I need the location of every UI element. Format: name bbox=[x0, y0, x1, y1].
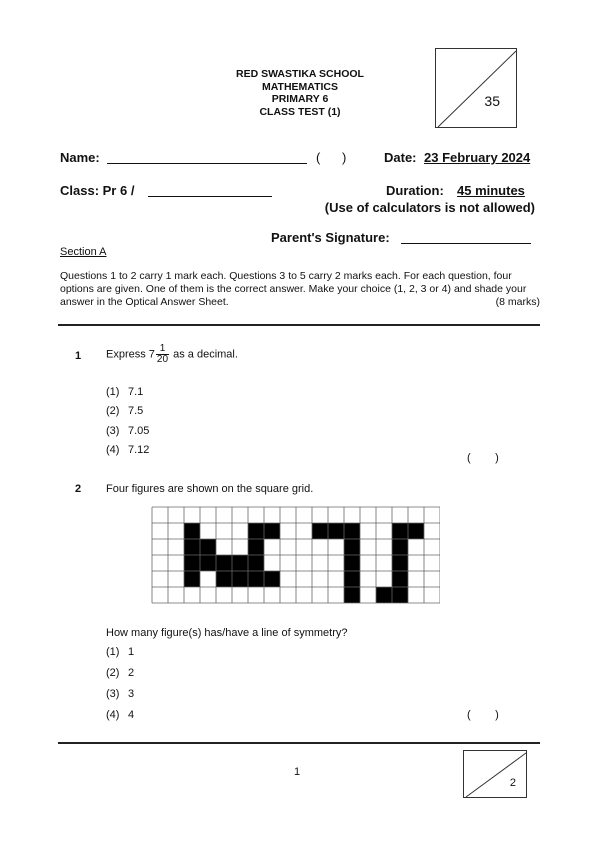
page-score-box bbox=[463, 750, 527, 798]
name-row bbox=[60, 150, 540, 168]
grid-filled-cell bbox=[248, 555, 264, 571]
option-number: (3) bbox=[106, 688, 120, 700]
grid-filled-cell bbox=[184, 571, 200, 587]
class-label: Class: Pr 6 / bbox=[60, 183, 135, 198]
duration-label: Duration: bbox=[386, 183, 444, 198]
question-2-answer-bracket: ( ) bbox=[467, 709, 499, 721]
question-2-option-3 bbox=[106, 688, 134, 700]
question-1-text bbox=[106, 344, 238, 365]
total-score: 35 bbox=[484, 93, 500, 109]
test-name: CLASS TEST (1) bbox=[259, 105, 341, 118]
question-2-option-2 bbox=[106, 667, 134, 679]
fraction-numerator: 1 bbox=[156, 344, 169, 355]
grid-filled-cell bbox=[264, 523, 280, 539]
page-number: 1 bbox=[294, 766, 301, 778]
option-text: 3 bbox=[128, 688, 135, 700]
name-label: Name: bbox=[60, 150, 100, 165]
question-1-answer-bracket: ( ) bbox=[467, 452, 499, 464]
name-line[interactable] bbox=[107, 150, 307, 164]
square-grid-figure bbox=[150, 505, 440, 610]
grid-filled-cell bbox=[392, 571, 408, 587]
date-label: Date: bbox=[384, 150, 417, 165]
page-score: 2 bbox=[509, 777, 516, 789]
grid-filled-cell bbox=[248, 571, 264, 587]
option-number: (4) bbox=[106, 444, 120, 456]
option-number: (2) bbox=[106, 405, 120, 417]
question-1-option-2 bbox=[106, 405, 143, 417]
option-number: (1) bbox=[106, 386, 120, 398]
date-value: 23 February 2024 bbox=[424, 150, 531, 165]
grid-filled-cell bbox=[184, 555, 200, 571]
option-number: (3) bbox=[106, 425, 120, 437]
grid-filled-cell bbox=[312, 523, 328, 539]
page-score-diagonal bbox=[464, 751, 528, 799]
parent-signature-label: Parent's Signature: bbox=[271, 230, 390, 245]
square-grid bbox=[150, 505, 440, 605]
option-number: (2) bbox=[106, 667, 120, 679]
duration-value: 45 minutes bbox=[457, 183, 525, 198]
option-text: 1 bbox=[128, 646, 135, 658]
grid-filled-cell bbox=[344, 523, 360, 539]
footer-divider bbox=[58, 742, 540, 744]
total-score-box bbox=[435, 48, 517, 128]
grid-filled-cell bbox=[344, 539, 360, 555]
question-2-option-4 bbox=[106, 709, 134, 721]
grid-filled-cell bbox=[344, 571, 360, 587]
fraction-denominator: 20 bbox=[156, 354, 169, 365]
instructions-text: Questions 1 to 2 carry 1 mark each. Questions 3 to 5 carry 2 marks each. For each question, four options are given. One of them is the correct answer. Make your choice (1, 2, 3 or 4) and shade your answer in the Optical Answer Sheet. bbox=[60, 270, 527, 308]
school-name: RED SWASTIKA SCHOOL bbox=[236, 68, 364, 80]
grid-filled-cell bbox=[200, 555, 216, 571]
option-text: 7.05 bbox=[128, 425, 150, 437]
grid-filled-cell bbox=[232, 555, 248, 571]
grid-filled-cell bbox=[184, 539, 200, 555]
question-1-option-3 bbox=[106, 425, 149, 437]
grid-filled-cell bbox=[232, 571, 248, 587]
level-name: PRIMARY 6 bbox=[271, 93, 329, 105]
grid-filled-cell bbox=[408, 523, 424, 539]
question-2-option-1 bbox=[106, 646, 134, 658]
option-text: 2 bbox=[128, 667, 135, 679]
option-text: 7.12 bbox=[128, 444, 150, 456]
grid-filled-cell bbox=[344, 587, 360, 603]
question-1-option-1 bbox=[106, 386, 143, 398]
grid-filled-cell bbox=[216, 571, 232, 587]
score-diagonal bbox=[436, 49, 518, 129]
class-row bbox=[60, 183, 540, 201]
option-text: 7.5 bbox=[128, 405, 144, 417]
parent-signature-line[interactable] bbox=[401, 230, 531, 244]
question-2-number: 2 bbox=[75, 483, 82, 495]
grid-filled-cell bbox=[216, 555, 232, 571]
question-1-text-after: as a decimal. bbox=[173, 348, 238, 361]
option-number: (1) bbox=[106, 646, 120, 658]
class-line[interactable] bbox=[148, 183, 272, 197]
grid-filled-cell bbox=[344, 555, 360, 571]
grid-filled-cell bbox=[264, 571, 280, 587]
option-number: (4) bbox=[106, 709, 120, 721]
grid-filled-cell bbox=[392, 555, 408, 571]
grid-filled-cell bbox=[376, 587, 392, 603]
grid-filled-cell bbox=[248, 539, 264, 555]
school-header bbox=[200, 68, 400, 118]
calculator-note: (Use of calculators is not allowed) bbox=[324, 200, 535, 215]
grid-filled-cell bbox=[248, 523, 264, 539]
question-1-fraction bbox=[156, 344, 169, 365]
register-number-parens: ( ) bbox=[316, 150, 347, 165]
option-text: 7.1 bbox=[128, 386, 144, 398]
question-2-followup: How many figure(s) has/have a line of symmetry? bbox=[106, 627, 348, 639]
grid-filled-cell bbox=[184, 523, 200, 539]
question-1-number: 1 bbox=[75, 350, 82, 362]
section-marks: (8 marks) bbox=[495, 296, 540, 308]
question-2-text: Four figures are shown on the square grid. bbox=[106, 483, 314, 495]
section-divider bbox=[58, 324, 540, 326]
parent-signature-row bbox=[271, 230, 536, 248]
question-1-text-before: Express 7 bbox=[106, 348, 155, 361]
grid-filled-cell bbox=[392, 523, 408, 539]
section-instructions bbox=[60, 270, 540, 309]
subject-name: MATHEMATICS bbox=[261, 80, 339, 93]
grid-filled-cell bbox=[328, 523, 344, 539]
section-label: Section A bbox=[60, 246, 107, 258]
grid-filled-cell bbox=[392, 539, 408, 555]
option-text: 4 bbox=[128, 709, 135, 721]
grid-filled-cell bbox=[200, 539, 216, 555]
question-1-option-4 bbox=[106, 444, 149, 456]
grid-filled-cell bbox=[392, 587, 408, 603]
